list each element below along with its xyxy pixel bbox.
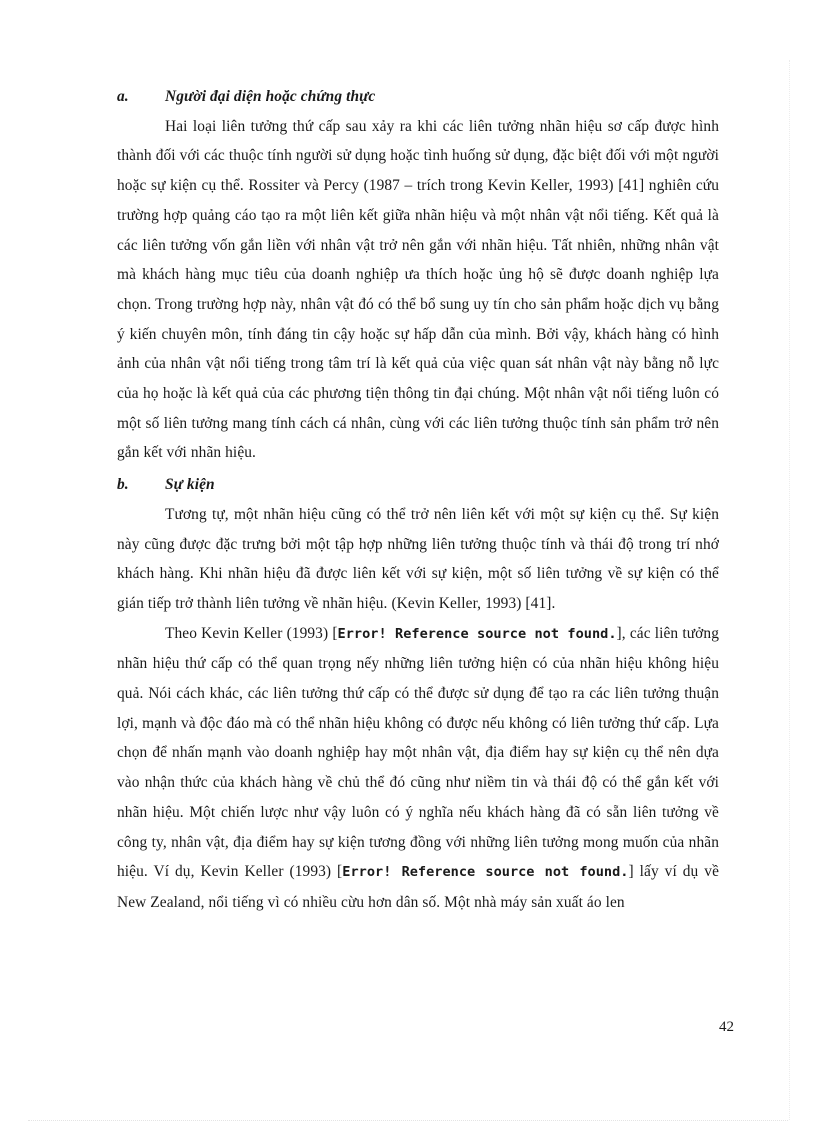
page-border-bottom bbox=[28, 1120, 788, 1121]
page-border-right bbox=[789, 60, 790, 1120]
reference-error-2: Error! Reference source not found. bbox=[342, 864, 629, 881]
section-b-paragraph-2 bbox=[117, 619, 719, 918]
page-number: 42 bbox=[719, 1019, 734, 1035]
section-b-heading bbox=[117, 470, 719, 500]
reference-error-1: Error! Reference source not found. bbox=[337, 625, 617, 642]
section-a-number: a. bbox=[117, 88, 129, 105]
section-a-paragraph: Hai loại liên tưởng thứ cấp sau xảy ra khi các liên tưởng nhãn hiệu sơ cấp được hình thành đối với các thuộc tính người sử dụng hoặc tình huống sử dụng, đặc biệt đối với một người hoặc sự kiện cụ thể. Rossiter và Percy (1987 – trích trong Kevin Keller, 1993) [41] nghiên cứu trường hợp quảng cáo tạo ra một liên kết giữa nhãn hiệu và một nhân vật nổi tiếng. Kết quả là các liên tưởng vốn gắn liền với nhân vật trở nên gắn với nhãn hiệu. Tất nhiên, những nhân vật mà khách hàng mục tiêu của doanh nghiệp ưa thích hoặc ủng hộ sẽ được doanh nghiệp lựa chọn. Trong trường hợp này, nhân vật đó có thể bổ sung uy tín cho sản phẩm hoặc dịch vụ bằng ý kiến chuyên môn, tính đáng tin cậy hoặc sự hấp dẫn của mình. Bởi vậy, khách hàng có hình ảnh của nhân vật nổi tiếng trong tâm trí là kết quả của việc quan sát nhân vật này bằng nỗ lực của họ hoặc là kết quả của các phương tiện thông tin đại chúng. Một nhân vật nổi tiếng luôn có một số liên tưởng mang tính cách cá nhân, cùng với các liên tưởng thuộc tính sản phẩm trở nên gắn kết với nhãn hiệu. bbox=[117, 117, 719, 462]
paragraph-2-mid: ], các liên tưởng nhãn hiệu thứ cấp có thể quan trọng nếy những liên tưởng hiện có của nhãn hiệu không hiệu quả. Nói cách khác, các liên tưởng thứ cấp có thể được sử dụng để tạo ra các liên tưởng thuận lợi, mạnh và độc đáo mà có thể nhãn hiệu không có được nếu không có liên tưởng thứ cấp. Lựa chọn để nhấn mạnh vào doanh nghiệp hay một nhân vật, địa điểm hay sự kiện cụ thể nên dựa vào nhận thức của khách hàng về chủ thể đó cũng như niềm tin và thái độ có thể gắn kết với nhãn hiệu. Một chiến lược như vậy luôn có ý nghĩa nếu khách hàng đã có sẵn liên tưởng về công ty, nhân vật, địa điểm hay sự kiện tương đồng với những liên tưởng mong muốn của nhãn hiệu. Ví dụ, Kevin Keller (1993) [ bbox=[117, 624, 719, 881]
section-a-title: Người đại diện hoặc chứng thực bbox=[165, 88, 376, 105]
paragraph-2-start: Theo Kevin Keller (1993) [ bbox=[165, 624, 338, 642]
page-body bbox=[117, 82, 719, 918]
paragraph-2-end: ] lấy ví dụ về New Zealand, nổi tiếng vì có nhiều cừu hơn dân số. Một nhà máy sản xuất áo len bbox=[117, 863, 720, 911]
section-b-paragraph-1: Tương tự, một nhãn hiệu cũng có thể trở nên liên kết với một sự kiện cụ thể. Sự kiện này cũng được đặc trưng bởi một tập hợp những liên tưởng thuộc tính và thái độ trong trí nhớ khách hàng. Khi nhãn hiệu đã được liên kết với sự kiện, một số liên tưởng về sự kiện có thể gián tiếp trở thành liên tưởng về nhãn hiệu. (Kevin Keller, 1993) [41]. bbox=[117, 505, 719, 612]
section-a-heading bbox=[117, 82, 719, 112]
section-b-title: Sự kiện bbox=[165, 476, 215, 494]
section-b-number: b. bbox=[117, 476, 129, 494]
